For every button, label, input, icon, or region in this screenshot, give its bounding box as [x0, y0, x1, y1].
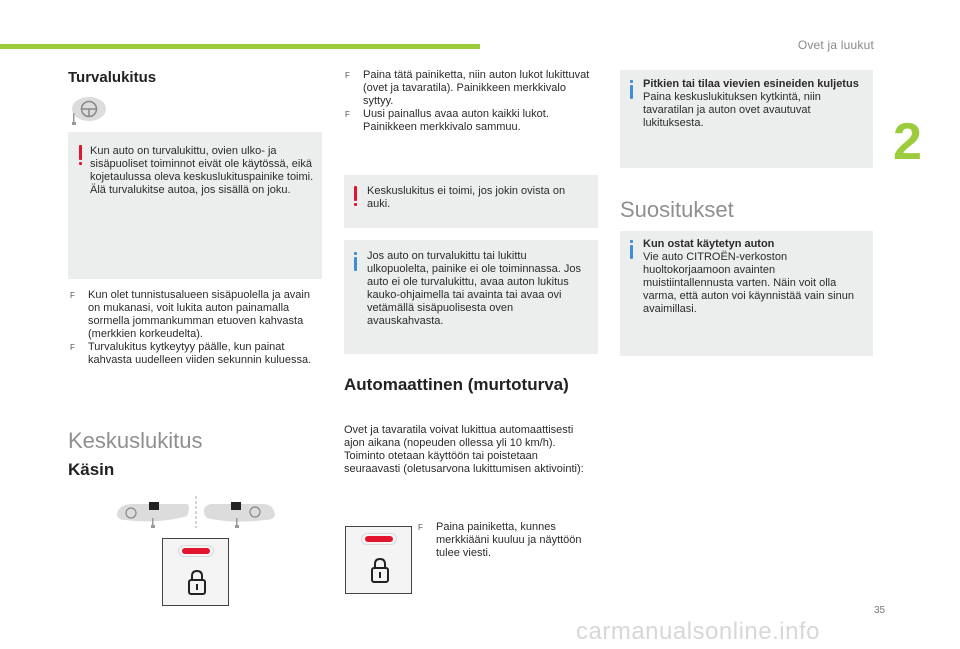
- info-text-suositukset: Kun ostat käytetyn auton Vie auto CITROËN-verkoston huoltokorjaamoon avainten muistiintallennusta varten. Näin voit olla varma, että auton voi käynnistää vain sinun avaimillasi.: [643, 238, 854, 315]
- list-item: F Paina tätä painiketta, niin auton lukot lukittuvat (ovet ja tavaratila). Painikkeen merkkivalo syttyy.: [345, 69, 590, 107]
- led-indicator: [365, 536, 393, 542]
- door-handle-illustration: [115, 494, 277, 530]
- paragraph-automaattinen: Ovet ja tavaratila voivat lukittua automaattisesti ajon aikana (nopeuden ollessa yli 10 km/h). Toiminto otetaan käyttöön tai poistetaan seuraavasti (oletusarvona lukittumisen aktivointi):: [344, 424, 584, 475]
- list-item: F Turvalukitus kytkeytyy päälle, kun painat kahvasta uudelleen viiden sekunnin kuluessa.: [70, 341, 312, 366]
- triangle-bullet-icon: F: [70, 343, 75, 352]
- triangle-bullet-icon: F: [70, 291, 75, 300]
- page-number: 35: [874, 605, 886, 616]
- title-suositukset: Suositukset: [620, 197, 734, 222]
- triangle-bullet-icon: F: [345, 71, 350, 80]
- info-icon: [354, 252, 358, 271]
- info-icon: [630, 240, 634, 259]
- padlock-icon: [187, 569, 207, 596]
- warning-text-keskuslukitus: Keskuslukitus ei toimi, jos jokin ovista on auki.: [367, 185, 566, 210]
- list-item: F Paina painiketta, kunnes merkkiääni kuuluu ja näyttöön tulee viesti.: [418, 521, 582, 559]
- top-accent-bar: [0, 44, 480, 49]
- watermark: carmanualsonline.info: [576, 618, 820, 645]
- exclamation-icon: [79, 145, 83, 165]
- info-text-pitkien: Pitkien tai tilaa vievien esineiden kuljetus Paina keskuslukituksen kytkintä, niin tavaratilan ja auton ovet avautuvat lukituksesta.: [643, 78, 859, 129]
- triangle-bullet-icon: F: [418, 523, 423, 532]
- title-automaattinen: Automaattinen (murtoturva): [344, 375, 569, 394]
- section-header: Ovet ja luukut: [797, 38, 874, 52]
- chapter-number: 2: [893, 113, 922, 171]
- steering-wheel-icon: [70, 95, 108, 129]
- list-item: F Uusi painallus avaa auton kaikki lukot. Painikkeen merkkivalo sammuu.: [345, 108, 549, 133]
- warning-text-turvalukitus: Kun auto on turvalukittu, ovien ulko- ja sisäpuoliset toiminnot eivät ole käytössä, eikä kojetaulussa oleva keskuslukituspainike toimi. Älä turvalukitse autoa, jos sisällä on joku.: [90, 145, 314, 196]
- central-lock-button-illustration-2: [345, 526, 412, 594]
- bullets-keskuslukitus: [345, 69, 595, 134]
- info-icon: [630, 80, 634, 99]
- bullet-paina: [418, 521, 598, 560]
- triangle-bullet-icon: F: [345, 110, 350, 119]
- central-lock-button-illustration: [162, 538, 229, 606]
- list-item: F Kun olet tunnistusalueen sisäpuolella ja avain on mukanasi, voit lukita auton painamalla sormella jommankumman etuoven kahvasta (merkkien korkeudelta).: [70, 289, 310, 340]
- info-text-keskuslukitus: Jos auto on turvalukittu tai lukittu ulkopuolelta, painike ei ole toiminnassa. Jos auto ei ole turvalukittu, avaa auton lukitus kauko-ohjaimella tai avainta tai avaa ovi vetämällä sisäpuolisesta oven avauskahvasta.: [367, 250, 582, 327]
- exclamation-icon: [354, 186, 358, 206]
- title-kasin: Käsin: [68, 460, 115, 479]
- bullets-turvalukitus: [70, 289, 320, 367]
- title-turvalukitus: Turvalukitus: [68, 69, 157, 86]
- title-keskuslukitus: Keskuslukitus: [68, 428, 203, 453]
- led-indicator: [182, 548, 210, 554]
- padlock-icon: [370, 557, 390, 584]
